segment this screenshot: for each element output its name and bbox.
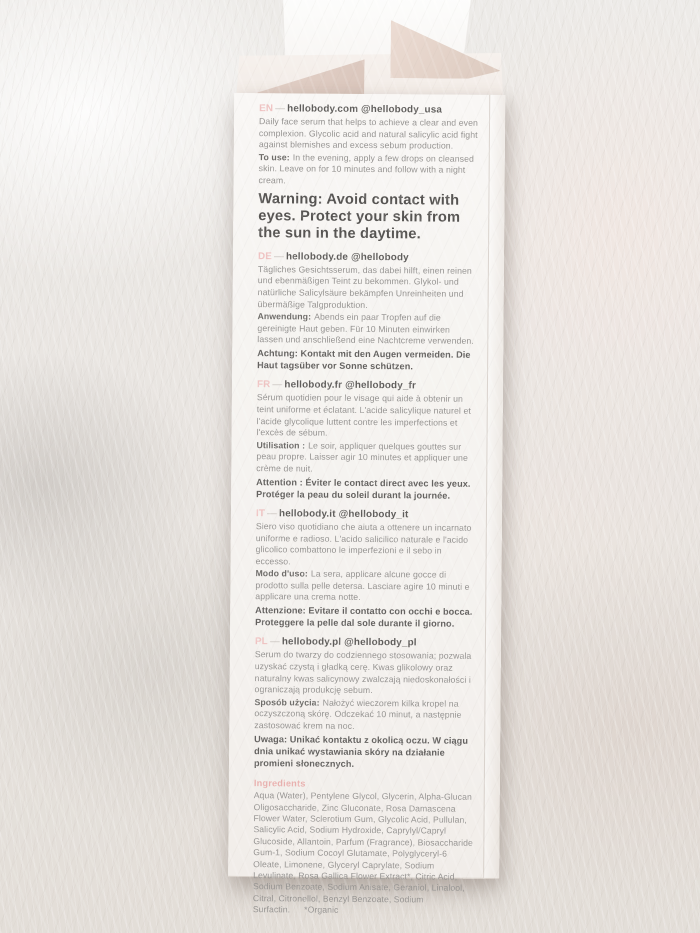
usage-label: Modo d'uso:: [255, 568, 308, 579]
ingredients-heading: Ingredients: [253, 778, 306, 789]
description-text: Daily face serum that helps to achieve a clear and even complexion. Glycolic acid and natural salicylic acid fight against blemishes and excess sebum production.: [258, 116, 479, 151]
website-handle: hellobody.it @hellobody_it: [279, 508, 409, 521]
website-handle: hellobody.de @hellobody: [285, 251, 409, 264]
usage-label: Anwendung:: [257, 311, 312, 322]
website-handle: hellobody.pl @hellobody_pl: [281, 636, 417, 649]
usage-paragraph: [259, 152, 479, 189]
description-text: Tägliches Gesichtsserum, das dabei hilft, einen reinen und ebenmäßigen Teint zu bekommen. Glykol- und natürliche Salicylsäure bekämpfen Unreinheiten und übermäßige Talgproduktion.: [257, 263, 472, 310]
language-code: IT: [255, 508, 266, 520]
warning-label: Achtung:: [257, 348, 298, 359]
language-code: PL: [254, 636, 268, 648]
box-front-face: [228, 93, 505, 916]
usage-text: Abends ein paar Tropfen auf die gereinigte Haut geben. Für 10 Minuten einwirken lassen und anschließend eine Nachtcreme verwenden.: [257, 311, 474, 347]
warning-label: Warning:: [258, 190, 323, 208]
section-header-pl: [255, 637, 475, 650]
dash-separator: —: [272, 379, 283, 391]
usage-label: To use:: [258, 151, 290, 163]
website-handle: hellobody.com @hellobody_usa: [287, 103, 443, 116]
section-header-fr: [257, 379, 477, 392]
usage-text: La sera, applicare alcune gocce di prodotto sulla pelle detersa. Lasciare agire 10 minuti e applicare una crema notte.: [255, 568, 470, 603]
ingredients-body: Aqua (Water), Pentylene Glycol, Glycerin, Alpha-Glucan Oligosaccharide, Zinc Gluconate, Rosa Damascena Flower Water, Sclerotium Gum, Glycolic Acid, Pullulan, Salicylic Acid, Sodium Hydroxide, Caprylyl/Capryl Glucoside, Allantoin, Parfum (Fragrance), Biosaccharide Gum-1, Sodium Cocoyl Glutamate, Polyglyceryl-6 Oleate, Limonene, Glyceryl Caprylate, Sodium Levulinate, Rosa Gallica Flower Extract*, Citric Acid, Sodium Benzoate, Sodium Anisate, Geraniol, Linalool, Citral, Citronellol, Benzyl Benzoate, Sodium Surfactin.: [252, 790, 473, 915]
language-section-it: [255, 508, 476, 630]
warning-paragraph-pl: [254, 733, 474, 771]
language-code: FR: [256, 379, 271, 391]
section-header-de: [258, 251, 478, 264]
warning-paragraph-en: [258, 191, 478, 245]
warning-text: Kontakt mit den Augen vermeiden. Die Haut tagsüber vor Sonne schützen.: [257, 348, 471, 372]
usage-label: Utilisation :: [256, 439, 306, 451]
usage-text: In the evening, apply a few drops on cleansed skin. Leave on for 10 minutes and follow with a night cream.: [258, 152, 475, 186]
dash-separator: —: [269, 636, 280, 648]
warning-text: Avoid contact with eyes. Protect your skin from the sun in the daytime.: [258, 191, 461, 243]
language-code: EN: [259, 103, 274, 115]
warning-paragraph-de: [257, 347, 477, 373]
language-section-fr: [256, 379, 477, 501]
description-text: Siero viso quotidiano che aiuta a ottenere un incarnato uniforme e radioso. L'acido salicilico naturale e l'acido glicolico combattono le imperfezioni e il sebo in eccesso.: [255, 521, 472, 567]
usage-paragraph: [257, 311, 477, 348]
dash-separator: —: [273, 251, 285, 263]
ingredients-section: [253, 778, 474, 917]
warning-text: Éviter le contact direct avec les yeux. Protéger la peau du soleil durant la journée.: [256, 477, 471, 501]
warning-text: Unikać kontaktu z okolicą oczu. W ciągu dnia unikać wystawiania skóry na działanie promieni słonecznych.: [253, 734, 469, 769]
website-handle: hellobody.fr @hellobody_fr: [284, 379, 417, 392]
dash-separator: —: [275, 103, 286, 115]
section-header-it: [256, 508, 476, 521]
description-text: Serum do twarzy do codziennego stosowania; pozwala uzyskać czystą i gładką cerę. Kwas glikolowy oraz naturalny kwas salicynowy zwalczają niedoskonałości i ograniczają produkcję sebum.: [254, 649, 472, 696]
usage-paragraph: [254, 697, 474, 734]
warning-text: Evitare il contatto con occhi e bocca. Proteggere la pelle dal sole durante il giorno.: [255, 605, 473, 629]
usage-text: Nałożyć wieczorem kilka kropel na oczyszczoną skórę. Odczekać 10 minut, a następnie zastosować krem na noc.: [254, 697, 462, 731]
usage-paragraph: [256, 440, 476, 477]
usage-paragraph: [255, 568, 475, 605]
language-code: DE: [257, 250, 273, 263]
warning-paragraph-it: [255, 604, 475, 630]
section-header-en: [259, 103, 479, 116]
language-section-en: [258, 103, 479, 245]
warning-label: Attention :: [256, 476, 303, 487]
warning-label: Attenzione:: [255, 605, 306, 616]
usage-text: Le soir, appliquer quelques gouttes sur peau propre. Laisser agir 10 minutes et appliquer une crème de nuit.: [256, 440, 468, 474]
warning-paragraph-fr: [256, 476, 476, 502]
ingredients-list: [253, 790, 474, 917]
description-text: Sérum quotidien pour le visage qui aide à obtenir un teint uniforme et éclatant. L'acide salicylique naturel et l'acide glycolique luttent contre les imperfections et l'excès de sébum.: [256, 392, 471, 438]
usage-label: Sposób użycia:: [254, 696, 320, 708]
language-section-pl: [254, 637, 475, 771]
dash-separator: —: [267, 508, 278, 520]
warning-label: Uwaga:: [254, 733, 288, 744]
organic-footnote: *Organic: [304, 904, 339, 916]
box-printed-text: [228, 95, 505, 918]
product-box: [228, 0, 506, 916]
language-section-de: [257, 251, 478, 373]
